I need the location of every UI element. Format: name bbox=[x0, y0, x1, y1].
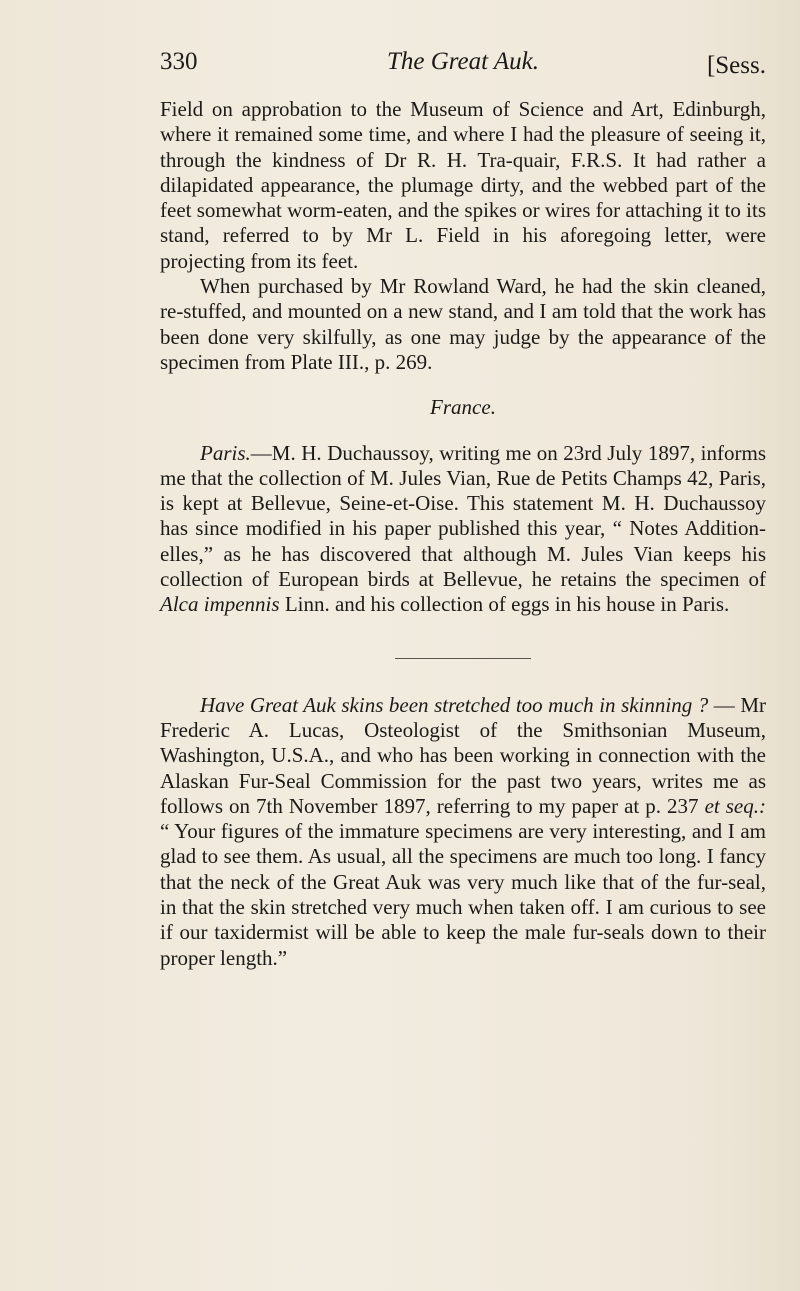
paris-lead: Paris. bbox=[200, 440, 251, 465]
skins-text-b: “ Your figures of the immature specimens are very interesting, and I am glad to see them. As usual, all the specimens are much too long. I fancy that the neck of the Great Auk was very much like that of the fur-seal, in that the skin stretched very much when taken off. I am curious to see if our taxidermist will be able to keep the male fur-seals down to their proper length.” bbox=[160, 819, 766, 970]
paris-text-b: Linn. and his collection of eggs in his house in Paris. bbox=[279, 592, 730, 617]
page-header bbox=[160, 48, 766, 82]
skins-question: Have Great Auk skins been stretched too much in skinning ? bbox=[200, 692, 709, 717]
paragraph-paris bbox=[160, 441, 766, 618]
skins-text-a: — Mr Frederic A. Lucas, Osteologist of the Smithsonian Museum, Washington, U.S.A., and who has been working in connection with the Alaskan Fur-Seal Commission for the past two years, writes me as follows on 7th November 1897, referring to my paper at p. 237 bbox=[160, 692, 766, 818]
paragraph-field-specimen: Field on approbation to the Museum of Science and Art, Edinburgh, where it remained some time, and where I had the pleasure of seeing it, through the kindness of Dr R. H. Tra-quair, F.R.S. It had rather a dilapidated appearance, the plumage dirty, and the webbed part of the feet somewhat worm-eaten, and the spikes or wires for attaching it to its stand, referred to by Mr L. Field in his aforegoing letter, were projecting from its feet. bbox=[160, 97, 766, 273]
running-title: The Great Auk. bbox=[386, 48, 540, 75]
section-divider bbox=[395, 658, 531, 659]
session-label: [Sess. bbox=[706, 52, 766, 79]
page-number: 330 bbox=[160, 48, 198, 75]
paris-text-a: —M. H. Duchaussoy, writing me on 23rd July 1897, informs me that the collection of M. Jules Vian, Rue de Petits Champs 42, Paris, is kept at Bellevue, Seine-et-Oise. This statement M. H. Duchaussoy has since modified in his paper published this year, “ Notes Addition-elles,” as he has discovered that although M. Jules Vian keeps his collection of European birds at Bellevue, he retains the specimen of bbox=[160, 440, 766, 592]
et-seq: et seq.: bbox=[704, 793, 766, 818]
body-text bbox=[160, 97, 766, 971]
section-heading-france: France. bbox=[430, 395, 496, 420]
paragraph-rowland-ward: When purchased by Mr Rowland Ward, he had the skin cleaned, re-stuffed, and mounted on a new stand, and I am told that the work has been done very skilfully, as one may judge by the appearance of the specimen from Plate III., p. 269. bbox=[160, 274, 766, 374]
species-name: Alca impennis bbox=[160, 592, 280, 617]
paragraph-great-auk-skins bbox=[160, 693, 766, 971]
